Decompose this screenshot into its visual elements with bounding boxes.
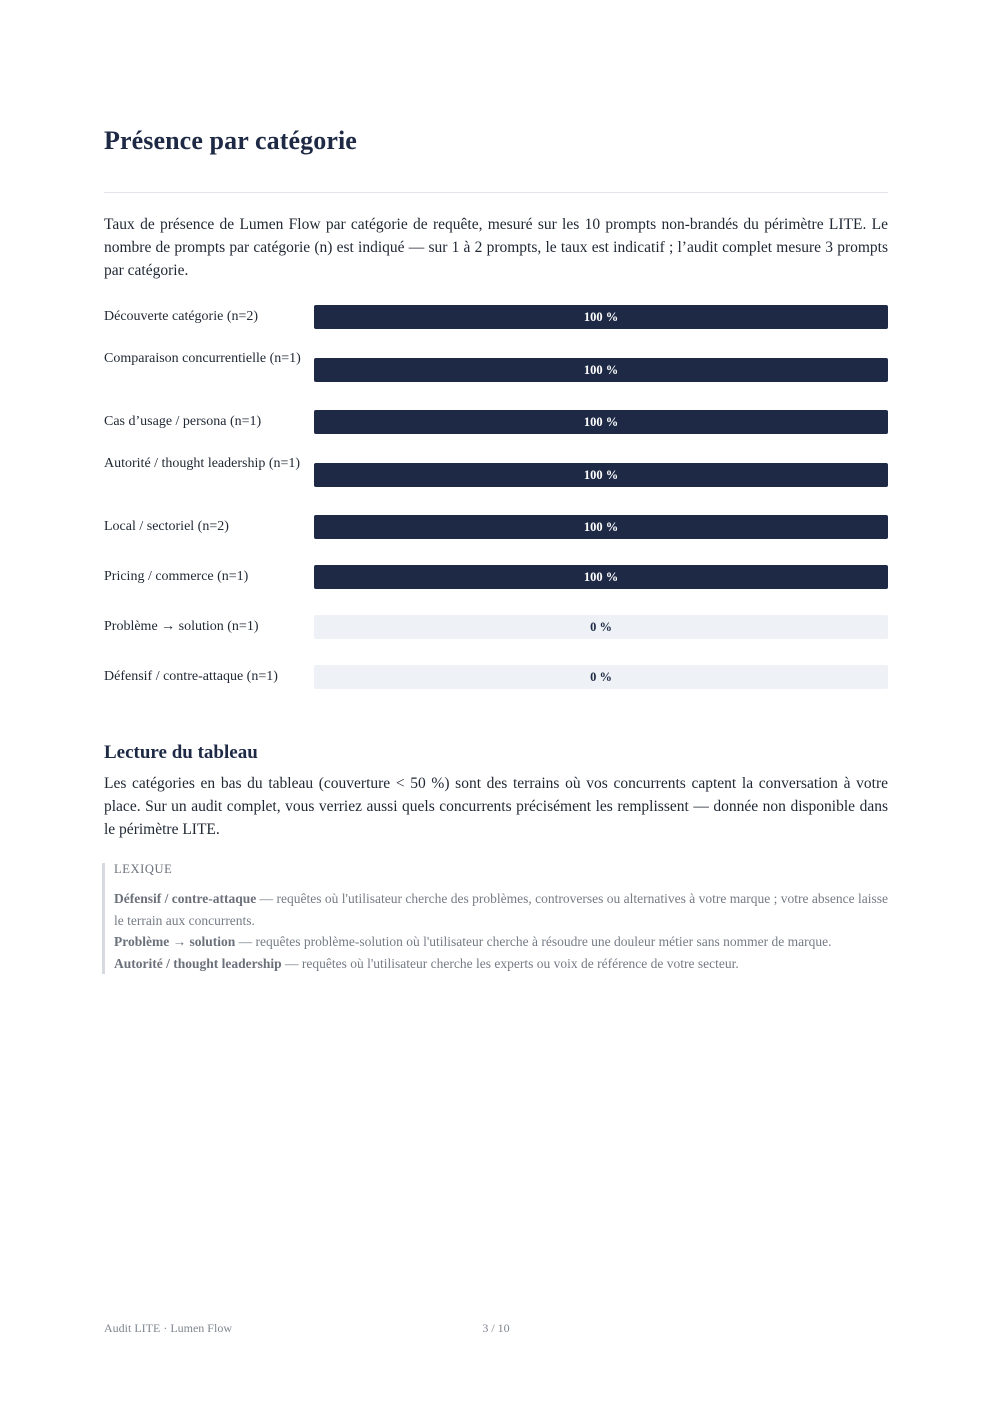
bar-category-label: Autorité / thought leadership (n=1) <box>104 456 301 471</box>
footer-page-number: 3 / 10 <box>482 1321 510 1335</box>
lexique-heading: LEXIQUE <box>114 862 173 876</box>
bar-value-label: 100 % <box>583 468 619 482</box>
lexique-term: Autorité / thought leadership <box>114 955 282 971</box>
bar-category-label: Défensif / contre-attaque (n=1) <box>104 669 278 684</box>
bar-value-label: 100 % <box>583 310 619 324</box>
lexique-entry <box>114 888 888 931</box>
bar-track <box>314 565 888 589</box>
bar-category-label: Local / sectoriel (n=2) <box>104 519 229 534</box>
bar-value-label: 100 % <box>583 415 619 429</box>
bar-category-label: Pricing / commerce (n=1) <box>104 569 249 584</box>
bar-category-label: Découverte catégorie (n=2) <box>104 309 259 324</box>
reading-paragraph: Les catégories en bas du tableau (couverture < 50 %) sont des terrains où vos concurrents captent la conversation à votre place. Sur un audit complet, vous verriez aussi quels concurrents précisément les remplissent — donnée non disponible dans le périmètre LITE. <box>104 775 888 838</box>
bar-category-label: Problème → solution (n=1) <box>104 619 259 634</box>
bar-track <box>314 358 888 382</box>
bar-track <box>314 515 888 539</box>
bar-value-label: 100 % <box>583 570 619 584</box>
bar-track <box>314 463 888 487</box>
reading-title: Lecture du tableau <box>104 742 258 763</box>
lexique-box <box>102 863 888 974</box>
bar-track <box>314 615 888 639</box>
page-title: Présence par catégorie <box>104 126 357 155</box>
lexique-entry <box>114 953 888 975</box>
bar-value-label: 0 % <box>590 620 612 634</box>
lexique-definition: — requêtes problème-solution où l'utilisateur cherche à résoudre une douleur métier sans nommer de marque. <box>235 934 832 949</box>
bar-track <box>314 410 888 434</box>
lexique-term: Problème → solution <box>114 934 236 949</box>
bar-track <box>314 665 888 689</box>
lexique-definition: — requêtes où l'utilisateur cherche les experts ou voix de référence de votre secteur. <box>281 955 739 971</box>
bar-track <box>314 305 888 329</box>
bar-value-label: 100 % <box>583 520 619 534</box>
footer-document-name: Audit LITE · Lumen Flow <box>104 1321 232 1335</box>
bar-category-label: Comparaison concurrentielle (n=1) <box>104 351 301 366</box>
lexique-definition: — requêtes où l'utilisateur cherche des problèmes, controverses ou alternatives à votre marque ; votre absence laisse le terrain aux concurrents. <box>114 891 889 928</box>
intro-paragraph: Taux de présence de Lumen Flow par catégorie de requête, mesuré sur les 10 prompts non-brandés du périmètre LITE. Le nombre de prompts par catégorie (n) est indiqué — sur 1 à 2 prompts, le taux est indicatif ; l’audit complet mesure 3 prompts par catégorie. <box>104 216 888 279</box>
bar-category-label: Cas d’usage / persona (n=1) <box>104 414 262 429</box>
bar-value-label: 100 % <box>583 363 619 377</box>
title-divider <box>104 192 888 193</box>
lexique-entry <box>114 931 888 953</box>
bar-value-label: 0 % <box>590 670 612 684</box>
lexique-term: Défensif / contre-attaque <box>114 891 257 906</box>
